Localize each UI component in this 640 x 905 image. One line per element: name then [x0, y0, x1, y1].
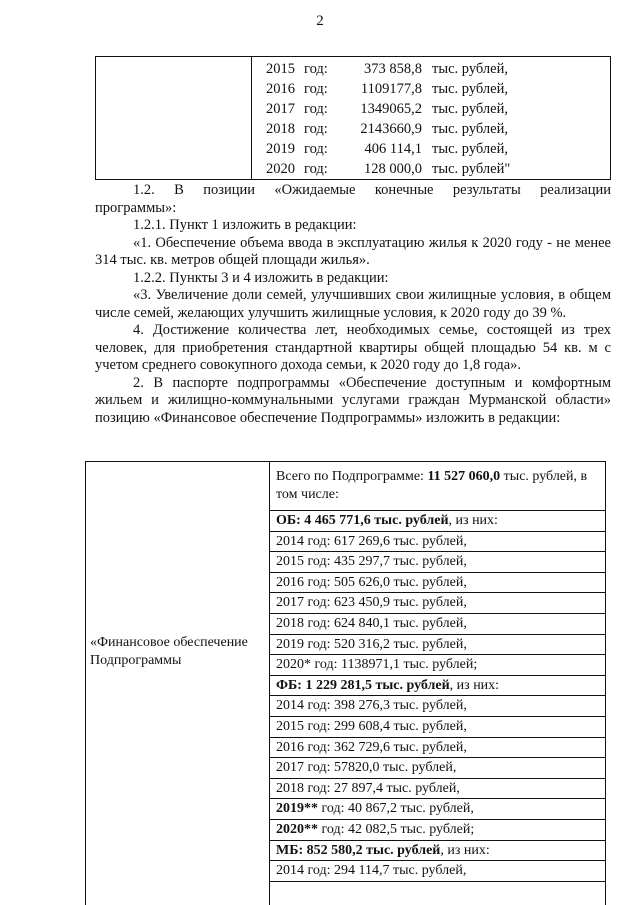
year-label: год: — [304, 61, 328, 77]
ob-suffix: , из них: — [448, 513, 498, 528]
ob-row: 2019 год: 520 316,2 тыс. рублей, — [270, 635, 605, 656]
year: 2020 — [266, 161, 295, 177]
year: 2015 — [266, 61, 295, 77]
year-label: год: — [304, 161, 328, 177]
fb-2019-year: 2019** — [276, 801, 318, 817]
ob-row: 2014 год: 617 269,6 тыс. рублей, — [270, 532, 605, 553]
mb-suffix: , из них: — [440, 842, 490, 858]
financing-label: «Финансовое обеспечение Подпрограммы — [90, 635, 248, 668]
fb-row: 2016 год: 362 729,6 тыс. рублей, — [270, 738, 605, 759]
paragraph-point-3: «3. Увеличение доли семей, улучшивших свои жилищные условия, в общем числе семей, желающих улучшить жилищные условия, к 2020 году до 39 %. — [95, 287, 611, 321]
ob-row: 2016 год: 505 626,0 тыс. рублей, — [270, 573, 605, 594]
total-prefix: Всего по Подпрограмме: — [276, 469, 428, 484]
year: 2016 — [266, 81, 295, 97]
total-value: 11 527 060,0 — [427, 469, 501, 484]
ob-total: ОБ: 4 465 771,6 тыс. рублей — [276, 513, 449, 528]
fb-row-2019 — [270, 799, 605, 820]
paragraph-1-2-cont: программы»: — [95, 199, 177, 216]
table-divider — [251, 57, 252, 179]
paragraph-1-2-2: 1.2.2. Пункты 3 и 4 изложить в редакции: — [133, 269, 389, 286]
financing-details — [270, 462, 605, 882]
fb-total: ФБ: 1 229 281,5 тыс. рублей — [276, 677, 450, 693]
mb-header-row — [270, 841, 605, 862]
amount: 373 858,8 — [364, 61, 422, 77]
fb-row: 2017 год: 57820,0 тыс. рублей, — [270, 758, 605, 779]
ob-row: 2015 год: 435 297,7 тыс. рублей, — [270, 552, 605, 573]
year: 2017 — [266, 101, 295, 117]
fb-row: 2018 год: 27 897,4 тыс. рублей, — [270, 779, 605, 800]
amount: 128 000,0 — [364, 161, 422, 177]
fb-header-row — [270, 676, 605, 697]
year-label: год: — [304, 141, 328, 157]
body-text — [95, 182, 611, 427]
mb-row: 2014 год: 294 114,7 тыс. рублей, — [270, 861, 605, 882]
fb-2020-rest: год: 42 082,5 тыс. рублей; — [318, 821, 475, 837]
financing-table — [85, 461, 606, 905]
unit: тыс. рублей, — [432, 121, 508, 137]
total-suffix: тыс. рублей, в том числе: — [276, 469, 588, 502]
year-label: год: — [304, 101, 328, 117]
funding-years-table — [95, 56, 611, 180]
unit: тыс. рублей, — [432, 61, 508, 77]
amount: 1109177,8 — [360, 81, 422, 97]
mb-total: МБ: 852 580,2 тыс. рублей — [276, 842, 441, 858]
unit: тыс. рублей, — [432, 81, 508, 97]
paragraph-1-2-1: 1.2.1. Пункт 1 изложить в редакции: — [133, 217, 357, 233]
ob-row: 2020* год: 1138971,1 тыс. рублей; — [270, 655, 605, 676]
fb-suffix: , из них: — [449, 677, 500, 693]
paragraph-point-4: 4. Достижение количества лет, необходимых семье, состоящей из трех человек, для приобретения стандартной квартиры общей площадью 54 кв. м с учетом среднего совокупного дохода семьи, к 2020 году до 1,8 года». — [95, 322, 611, 373]
amount: 406 114,1 — [364, 141, 422, 157]
total-cell — [270, 462, 605, 511]
fb-2020-year: 2020** — [276, 821, 318, 837]
fb-row-2020 — [270, 820, 605, 841]
year: 2019 — [266, 141, 295, 157]
year: 2018 — [266, 121, 295, 137]
paragraph-2: 2. В паспорте подпрограммы «Обеспечение доступным и комфортным жильем и жилищно-коммунальными услугами граждан Мурманской области» позицию «Финансовое обеспечение Подпрограммы» изложить в редакции: — [95, 374, 611, 426]
ob-header-row — [270, 511, 605, 532]
ob-row: 2017 год: 623 450,9 тыс. рублей, — [270, 593, 605, 614]
fb-2019-rest: год: 40 867,2 тыс. рублей, — [318, 801, 474, 817]
unit: тыс. рублей, — [432, 141, 508, 157]
fb-row: 2015 год: 299 608,4 тыс. рублей, — [270, 717, 605, 738]
paragraph-1-2: 1.2. В позиции «Ожидаемые конечные результаты реализации — [133, 182, 611, 198]
amount: 2143660,9 — [360, 121, 422, 137]
unit: тыс. рублей" — [432, 161, 511, 177]
year-label: год: — [304, 81, 328, 97]
page-number: 2 — [316, 13, 324, 29]
unit: тыс. рублей, — [432, 101, 508, 117]
ob-row: 2018 год: 624 840,1 тыс. рублей, — [270, 614, 605, 635]
fb-row: 2014 год: 398 276,3 тыс. рублей, — [270, 696, 605, 717]
paragraph-point-1: «1. Обеспечение объема ввода в эксплуатацию жилья к 2020 году - не менее 314 тыс. кв. метров общей площади жилья». — [95, 234, 611, 268]
amount: 1349065,2 — [360, 101, 422, 117]
year-label: год: — [304, 121, 328, 137]
